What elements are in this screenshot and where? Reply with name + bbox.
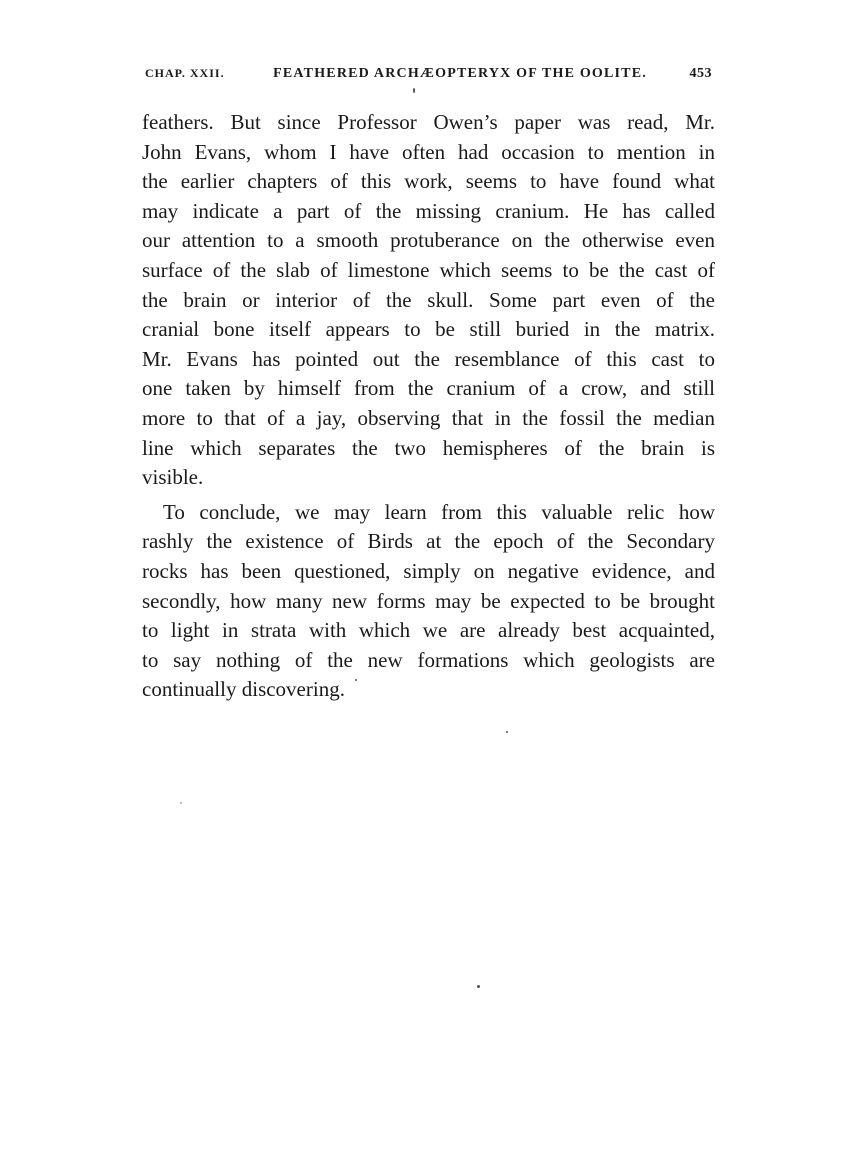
running-head bbox=[145, 66, 712, 88]
text-line: rashly the existence of Birds at the epoch of the Secondary bbox=[142, 529, 715, 554]
scan-speck bbox=[180, 802, 182, 804]
scan-speck bbox=[477, 985, 480, 988]
text-line: may indicate a part of the missing cranium. He has called bbox=[142, 198, 715, 223]
paragraph-2 bbox=[142, 498, 715, 705]
text-line: continually discovering. bbox=[142, 677, 345, 702]
paragraph-1 bbox=[142, 108, 715, 493]
text-line: John Evans, whom I have often had occasion to mention in bbox=[142, 139, 715, 164]
text-line: to say nothing of the new formations which geologists are bbox=[142, 647, 715, 672]
running-title: FEATHERED ARCHÆOPTERYX OF THE OOLITE. bbox=[273, 66, 647, 81]
text-line: one taken by himself from the cranium of a crow, and still bbox=[142, 376, 715, 401]
text-line: line which separates the two hemispheres of the brain is bbox=[142, 435, 715, 460]
text-line: cranial bone itself appears to be still buried in the matrix. bbox=[142, 317, 715, 342]
text-line: rocks has been questioned, simply on negative evidence, and bbox=[142, 558, 715, 583]
text-line: Mr. Evans has pointed out the resemblance of this cast to bbox=[142, 346, 715, 371]
text-line: the earlier chapters of this work, seems to have found what bbox=[142, 169, 715, 194]
text-line: our attention to a smooth protuberance on the otherwise even bbox=[142, 228, 715, 253]
text-line: feathers. But since Professor Owen’s paper was read, Mr. bbox=[142, 110, 715, 134]
text-line: visible. bbox=[142, 465, 204, 490]
scan-speck bbox=[506, 731, 508, 733]
text-line: to light in strata with which we are already best acquainted, bbox=[142, 618, 715, 643]
text-line: surface of the slab of limestone which seems to be the cast of bbox=[142, 257, 715, 282]
scan-speck bbox=[413, 88, 415, 93]
text-line: more to that of a jay, observing that in the fossil the median bbox=[142, 405, 715, 430]
body-text bbox=[142, 108, 715, 705]
text-line: the brain or interior of the skull. Some part even of the bbox=[142, 287, 715, 312]
chapter-label: CHAP. XXII. bbox=[145, 66, 225, 80]
text-line: secondly, how many new forms may be expected to be brought bbox=[142, 588, 715, 613]
page-number: 453 bbox=[689, 66, 712, 81]
scan-speck bbox=[355, 679, 357, 681]
text-line: To conclude, we may learn from this valuable relic how bbox=[163, 499, 715, 524]
